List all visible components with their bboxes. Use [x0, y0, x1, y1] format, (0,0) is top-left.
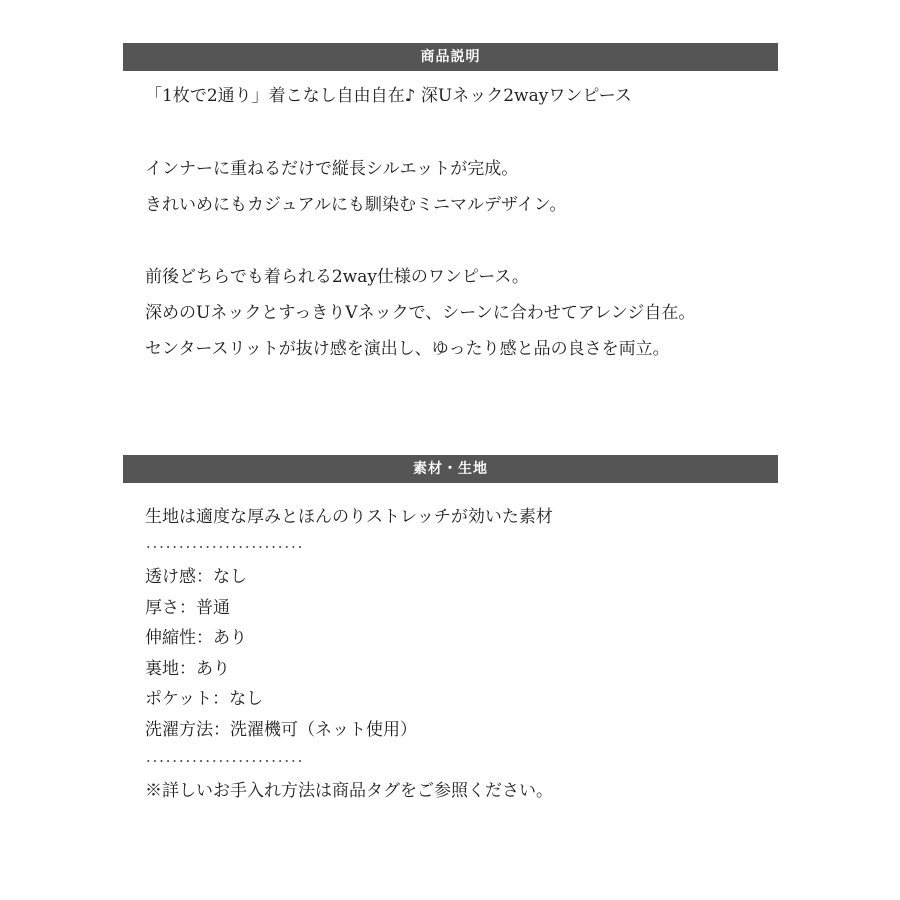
spec-washing: 洗濯方法：洗濯機可（ネット使用） [145, 720, 417, 740]
dotted-divider [145, 546, 305, 548]
spec-stretch: 伸縮性：あり [145, 628, 247, 648]
material-header: 素材・生地 [123, 455, 778, 483]
dotted-divider [145, 760, 305, 762]
description-header: 商品説明 [123, 43, 778, 71]
spec-see-through: 透け感：なし [145, 567, 247, 587]
description-line: 前後どちらでも着られる2way仕様のワンピース。 [145, 267, 529, 287]
spec-pocket: ポケット：なし [145, 689, 264, 709]
description-line: インナーに重ねるだけで縦長シルエットが完成。 [145, 159, 519, 179]
description-line: 深めのUネックとすっきりVネックで、シーンに合わせてアレンジ自在。 [145, 303, 696, 323]
spec-thickness: 厚さ：普通 [145, 598, 230, 618]
care-note: ※詳しいお手入れ方法は商品タグをご参照ください。 [145, 781, 553, 801]
description-line: センタースリットが抜け感を演出し、ゆったり感と品の良さを両立。 [145, 339, 670, 359]
description-line: きれいめにもカジュアルにも馴染むミニマルデザイン。 [145, 195, 567, 215]
material-intro: 生地は適度な厚みとほんのりストレッチが効いた素材 [145, 507, 553, 527]
spec-lining: 裏地：あり [145, 659, 230, 679]
description-title-line: 「1枚で2通り」着こなし自由自在♪ 深Uネック2wayワンピース [145, 86, 632, 106]
